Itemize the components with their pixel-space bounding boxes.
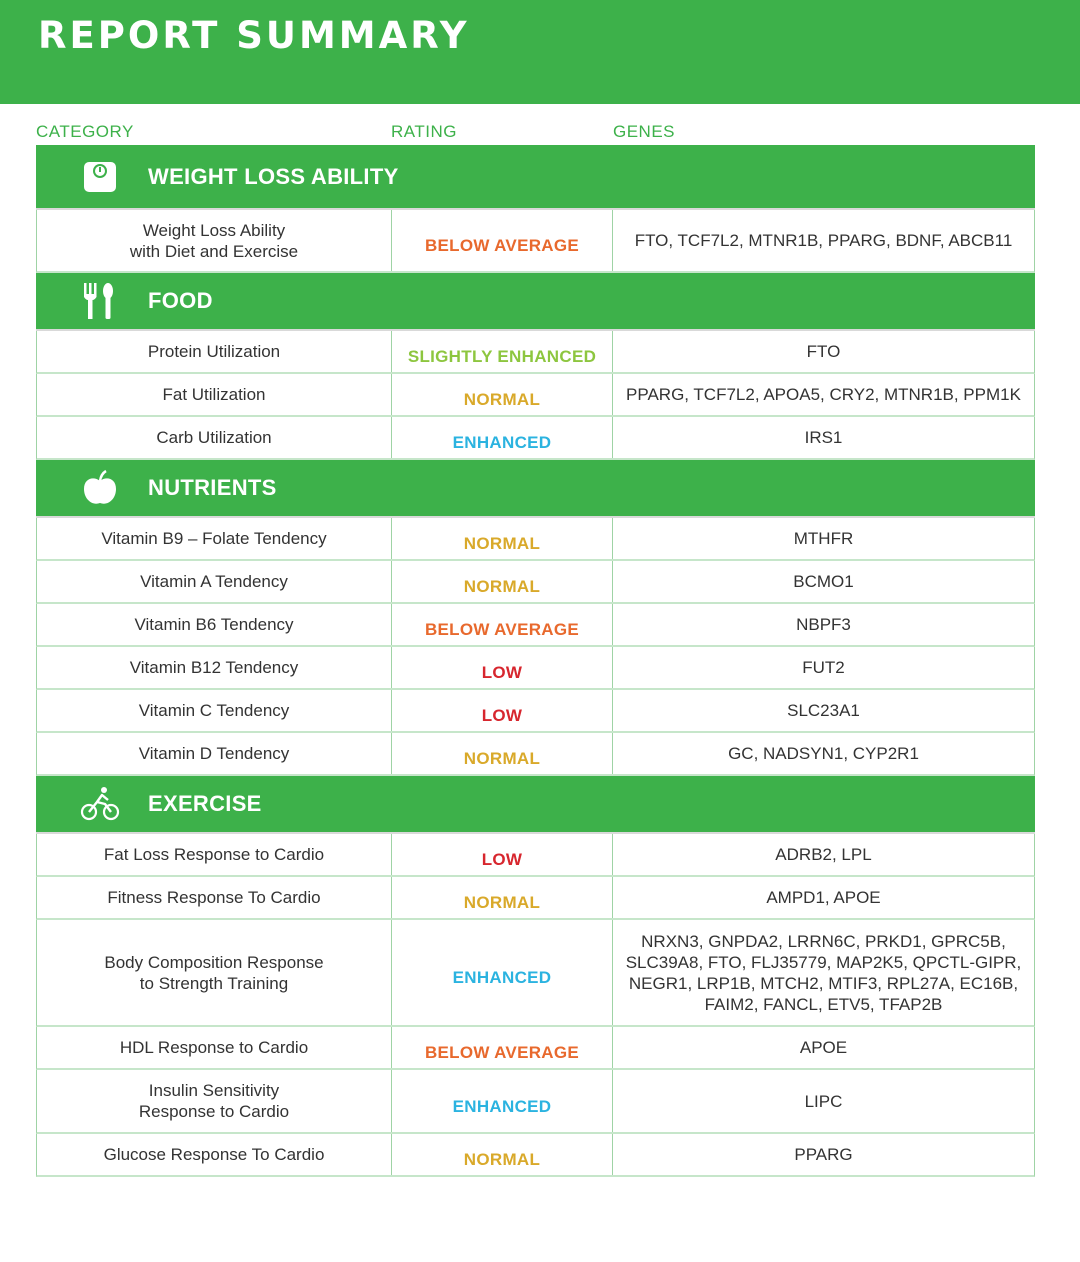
- rating-cell: BELOW AVERAGE: [391, 1027, 613, 1068]
- table-row: [36, 1134, 1035, 1177]
- category-cell: Carb Utilization: [156, 428, 272, 447]
- genes-cell: APOE: [799, 1038, 848, 1057]
- table-row: [36, 1070, 1035, 1134]
- rating-cell: NORMAL: [391, 518, 613, 559]
- genes-cell: SLC23A1: [787, 701, 860, 720]
- table-row: [36, 331, 1035, 374]
- genes-cell: NRXN3, GNPDA2, LRRN6C, PRKD1, GPRC5B, SLC39A8, FTO, FLJ35779, MAP2K5, QPCTL-GIPR, NEGR1, LRP1B, MTCH2, MTIF3, RPL27A, EC16B, FAIM2, FANCL, ETV5, TFAP2B: [625, 931, 1022, 1014]
- report-header: [0, 0, 1080, 104]
- section-header: [36, 273, 1035, 331]
- genes-cell: ADRB2, LPL: [775, 845, 872, 864]
- genes-cell: FTO: [806, 342, 841, 361]
- apple-icon: [80, 468, 120, 508]
- table-row: [36, 518, 1035, 561]
- table-row: [36, 1027, 1035, 1070]
- section-title: NUTRIENTS: [148, 475, 277, 500]
- rating-cell: LOW: [391, 647, 613, 688]
- rating-cell: ENHANCED: [391, 920, 613, 1025]
- genes-cell: BCMO1: [793, 572, 854, 591]
- rating-cell: ENHANCED: [391, 417, 613, 458]
- scale-icon: [80, 157, 120, 197]
- category-cell: Vitamin A Tendency: [140, 572, 288, 591]
- rating-cell: NORMAL: [391, 561, 613, 602]
- category-cell: Vitamin B6 Tendency: [134, 615, 294, 634]
- rating-cell: ENHANCED: [391, 1070, 613, 1132]
- table-row: [36, 647, 1035, 690]
- rating-cell: NORMAL: [391, 733, 613, 774]
- category-cell: Vitamin C Tendency: [138, 701, 290, 720]
- rating-cell: NORMAL: [391, 374, 613, 415]
- report-title: REPORT SUMMARY: [38, 14, 470, 57]
- genes-cell: FUT2: [802, 658, 845, 677]
- category-cell: Fitness Response To Cardio: [107, 888, 321, 907]
- genes-cell: IRS1: [804, 428, 843, 447]
- section-header: [36, 776, 1035, 834]
- genes-cell: PPARG, TCF7L2, APOA5, CRY2, MTNR1B, PPM1K: [626, 385, 1021, 404]
- section-title: FOOD: [148, 288, 213, 313]
- genes-cell: NBPF3: [796, 615, 851, 634]
- column-header-rating: RATING: [391, 122, 457, 141]
- genes-cell: AMPD1, APOE: [766, 888, 881, 907]
- category-cell: Fat Loss Response to Cardio: [103, 845, 325, 864]
- table-row: [36, 561, 1035, 604]
- rating-cell: LOW: [391, 690, 613, 731]
- category-cell: Vitamin B9 – Folate Tendency: [101, 529, 327, 548]
- table-row: [36, 690, 1035, 733]
- category-cell: HDL Response to Cardio: [119, 1038, 309, 1057]
- section-header: [36, 460, 1035, 518]
- genes-cell: GC, NADSYN1, CYP2R1: [728, 744, 919, 763]
- section-header: [36, 145, 1035, 210]
- rating-cell: BELOW AVERAGE: [391, 210, 613, 271]
- rating-cell: SLIGHTLY ENHANCED: [391, 331, 613, 372]
- category-cell: Body Composition Response to Strength Training: [104, 952, 324, 993]
- cyclist-icon: [80, 784, 120, 824]
- genes-cell: MTHFR: [793, 529, 854, 548]
- column-header-genes: GENES: [613, 122, 676, 141]
- genes-cell: PPARG: [794, 1145, 853, 1164]
- category-cell: Insulin Sensitivity Response to Cardio: [138, 1081, 290, 1121]
- category-cell: Glucose Response To Cardio: [103, 1145, 325, 1164]
- table-row: [36, 834, 1035, 877]
- rating-cell: NORMAL: [391, 877, 613, 918]
- column-headers: [0, 122, 1080, 144]
- table-row: [36, 604, 1035, 647]
- genes-cell: FTO, TCF7L2, MTNR1B, PPARG, BDNF, ABCB11: [634, 231, 1013, 250]
- category-cell: Protein Utilization: [147, 342, 281, 361]
- category-cell: Vitamin B12 Tendency: [129, 658, 299, 677]
- section-title: WEIGHT LOSS ABILITY: [148, 163, 399, 189]
- genes-cell: LIPC: [804, 1091, 843, 1111]
- table-row: [36, 374, 1035, 417]
- category-cell: Weight Loss Ability with Diet and Exercise: [129, 220, 299, 261]
- table-row: [36, 877, 1035, 920]
- section-title: EXERCISE: [148, 791, 262, 816]
- category-cell: Vitamin D Tendency: [138, 744, 290, 763]
- rating-cell: BELOW AVERAGE: [391, 604, 613, 645]
- column-header-category: CATEGORY: [36, 122, 134, 141]
- fork-spoon-icon: [80, 281, 120, 321]
- table-row: [36, 920, 1035, 1027]
- rating-cell: LOW: [391, 834, 613, 875]
- category-cell: Fat Utilization: [162, 385, 266, 404]
- table-row: [36, 417, 1035, 460]
- report-table: [36, 145, 1035, 1177]
- table-row: [36, 210, 1035, 273]
- table-row: [36, 733, 1035, 776]
- rating-cell: NORMAL: [391, 1134, 613, 1175]
